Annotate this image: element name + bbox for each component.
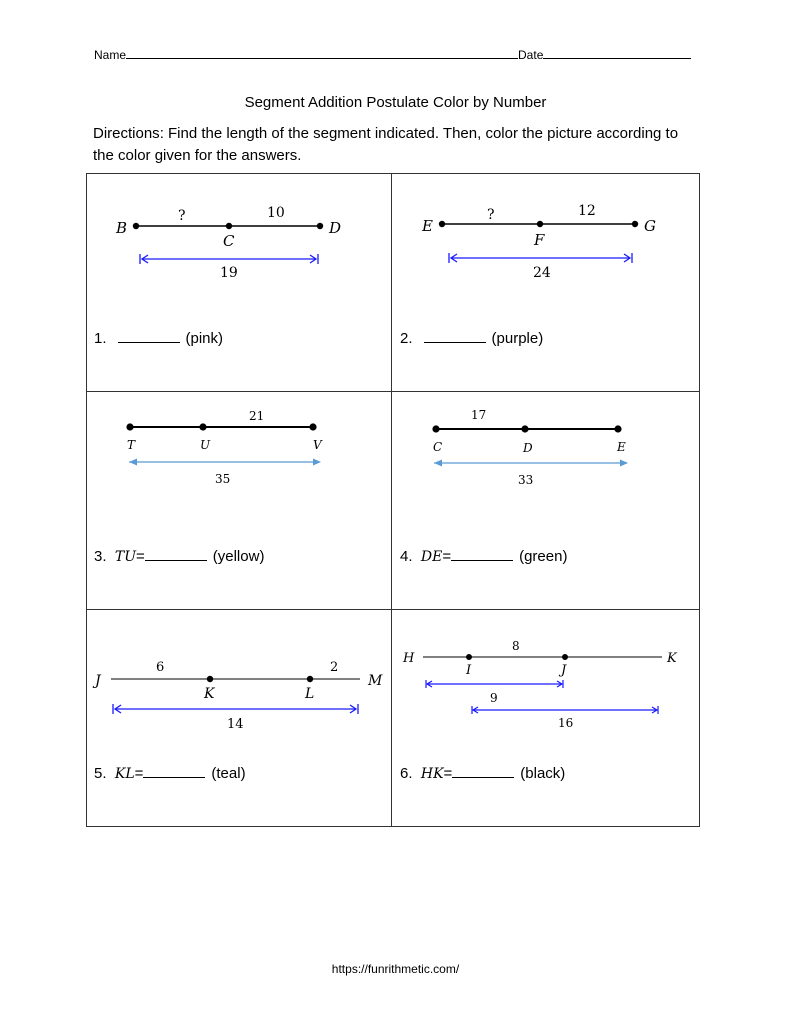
footer-url[interactable]: https://funrithmetic.com/ (331, 962, 460, 976)
directions-label: Directions (93, 125, 160, 142)
label-c: C (223, 232, 235, 250)
seg-label-ik: 16 (558, 716, 574, 730)
problem-cell-5 (86, 609, 392, 827)
question-5: 5. KL= (teal) (94, 765, 246, 782)
name-field[interactable] (126, 48, 518, 59)
label-b: B (116, 219, 128, 237)
diagram-1 (87, 174, 393, 294)
label-g: G (644, 217, 656, 235)
date-label: Date (518, 48, 544, 62)
answer-blank-5[interactable] (143, 765, 205, 778)
problem-cell-2 (391, 173, 700, 392)
seg-label-ij: 8 (512, 639, 520, 653)
point-l (307, 676, 313, 682)
label-u: U (200, 438, 211, 452)
question-6: 6. HK= (black) (400, 765, 566, 782)
total-label: 14 (227, 717, 244, 732)
date-field[interactable] (543, 48, 691, 59)
label-j: J (561, 663, 567, 678)
label-k: K (667, 651, 677, 666)
seg-label-cd: 10 (267, 205, 285, 221)
point-v (309, 423, 316, 430)
question-2: 2. (purple) (400, 330, 544, 347)
label-m: M (368, 673, 383, 689)
diagram-4 (392, 392, 701, 512)
problem-grid (86, 173, 700, 827)
label-e: E (422, 217, 433, 235)
point-j (562, 654, 568, 660)
label-h: H (403, 651, 415, 666)
label-d: D (329, 219, 342, 237)
label-e: E (617, 440, 626, 454)
problem-cell-1 (86, 173, 392, 392)
point-t (126, 423, 133, 430)
problem-cell-4 (391, 391, 700, 610)
point-i (466, 654, 472, 660)
question-1: 1. (pink) (94, 330, 224, 347)
point-e (439, 221, 445, 227)
point-d (317, 223, 323, 229)
point-c (432, 425, 439, 432)
answer-blank-3[interactable] (145, 548, 207, 561)
label-i: I (466, 663, 472, 678)
label-l: L (305, 686, 315, 702)
total-label: 19 (220, 265, 238, 281)
diagram-3 (87, 392, 393, 512)
seg-label-cd: 17 (471, 408, 487, 422)
answer-blank-2[interactable] (424, 330, 486, 343)
problem-cell-3 (86, 391, 392, 610)
point-d (521, 425, 528, 432)
total-label: 33 (518, 473, 534, 487)
seg-label-uv: 21 (249, 409, 265, 423)
question-3: 3. TU= (yellow) (94, 548, 265, 565)
label-j: J (95, 673, 101, 689)
directions-text: : Find the length of the segment indicated. Then, color the picture according to the color given for the answers. (93, 125, 679, 164)
point-g (632, 221, 638, 227)
label-k: K (204, 686, 215, 702)
answer-blank-4[interactable] (451, 548, 513, 561)
question-4: 4. DE= (green) (400, 548, 568, 565)
seg-label-unknown: ? (178, 208, 186, 224)
point-u (199, 423, 206, 430)
diagram-5 (87, 610, 393, 730)
seg-label-lm: 2 (330, 660, 339, 675)
point-f (537, 221, 543, 227)
answer-blank-6[interactable] (452, 765, 514, 778)
directions (93, 123, 703, 167)
label-v: V (313, 438, 322, 452)
header-line (94, 48, 691, 62)
seg-label-hj: 9 (490, 691, 498, 705)
point-c (226, 223, 232, 229)
answer-blank-1[interactable] (118, 330, 180, 343)
diagram-2 (392, 174, 701, 294)
seg-label-fg: 12 (578, 203, 596, 219)
seg-label-jk: 6 (156, 660, 165, 675)
seg-label-unknown: ? (487, 207, 495, 223)
total-label: 35 (215, 472, 231, 486)
diagram-6 (392, 610, 701, 730)
point-b (133, 223, 139, 229)
problem-cell-6 (391, 609, 700, 827)
label-c: C (433, 440, 443, 454)
name-label: Name (94, 48, 127, 62)
label-f: F (534, 231, 545, 249)
worksheet-title: Segment Addition Postulate Color by Number (244, 94, 547, 111)
total-label: 24 (533, 265, 551, 281)
point-k (207, 676, 213, 682)
label-d: D (523, 441, 533, 455)
point-e (614, 425, 621, 432)
label-t: T (127, 438, 136, 452)
